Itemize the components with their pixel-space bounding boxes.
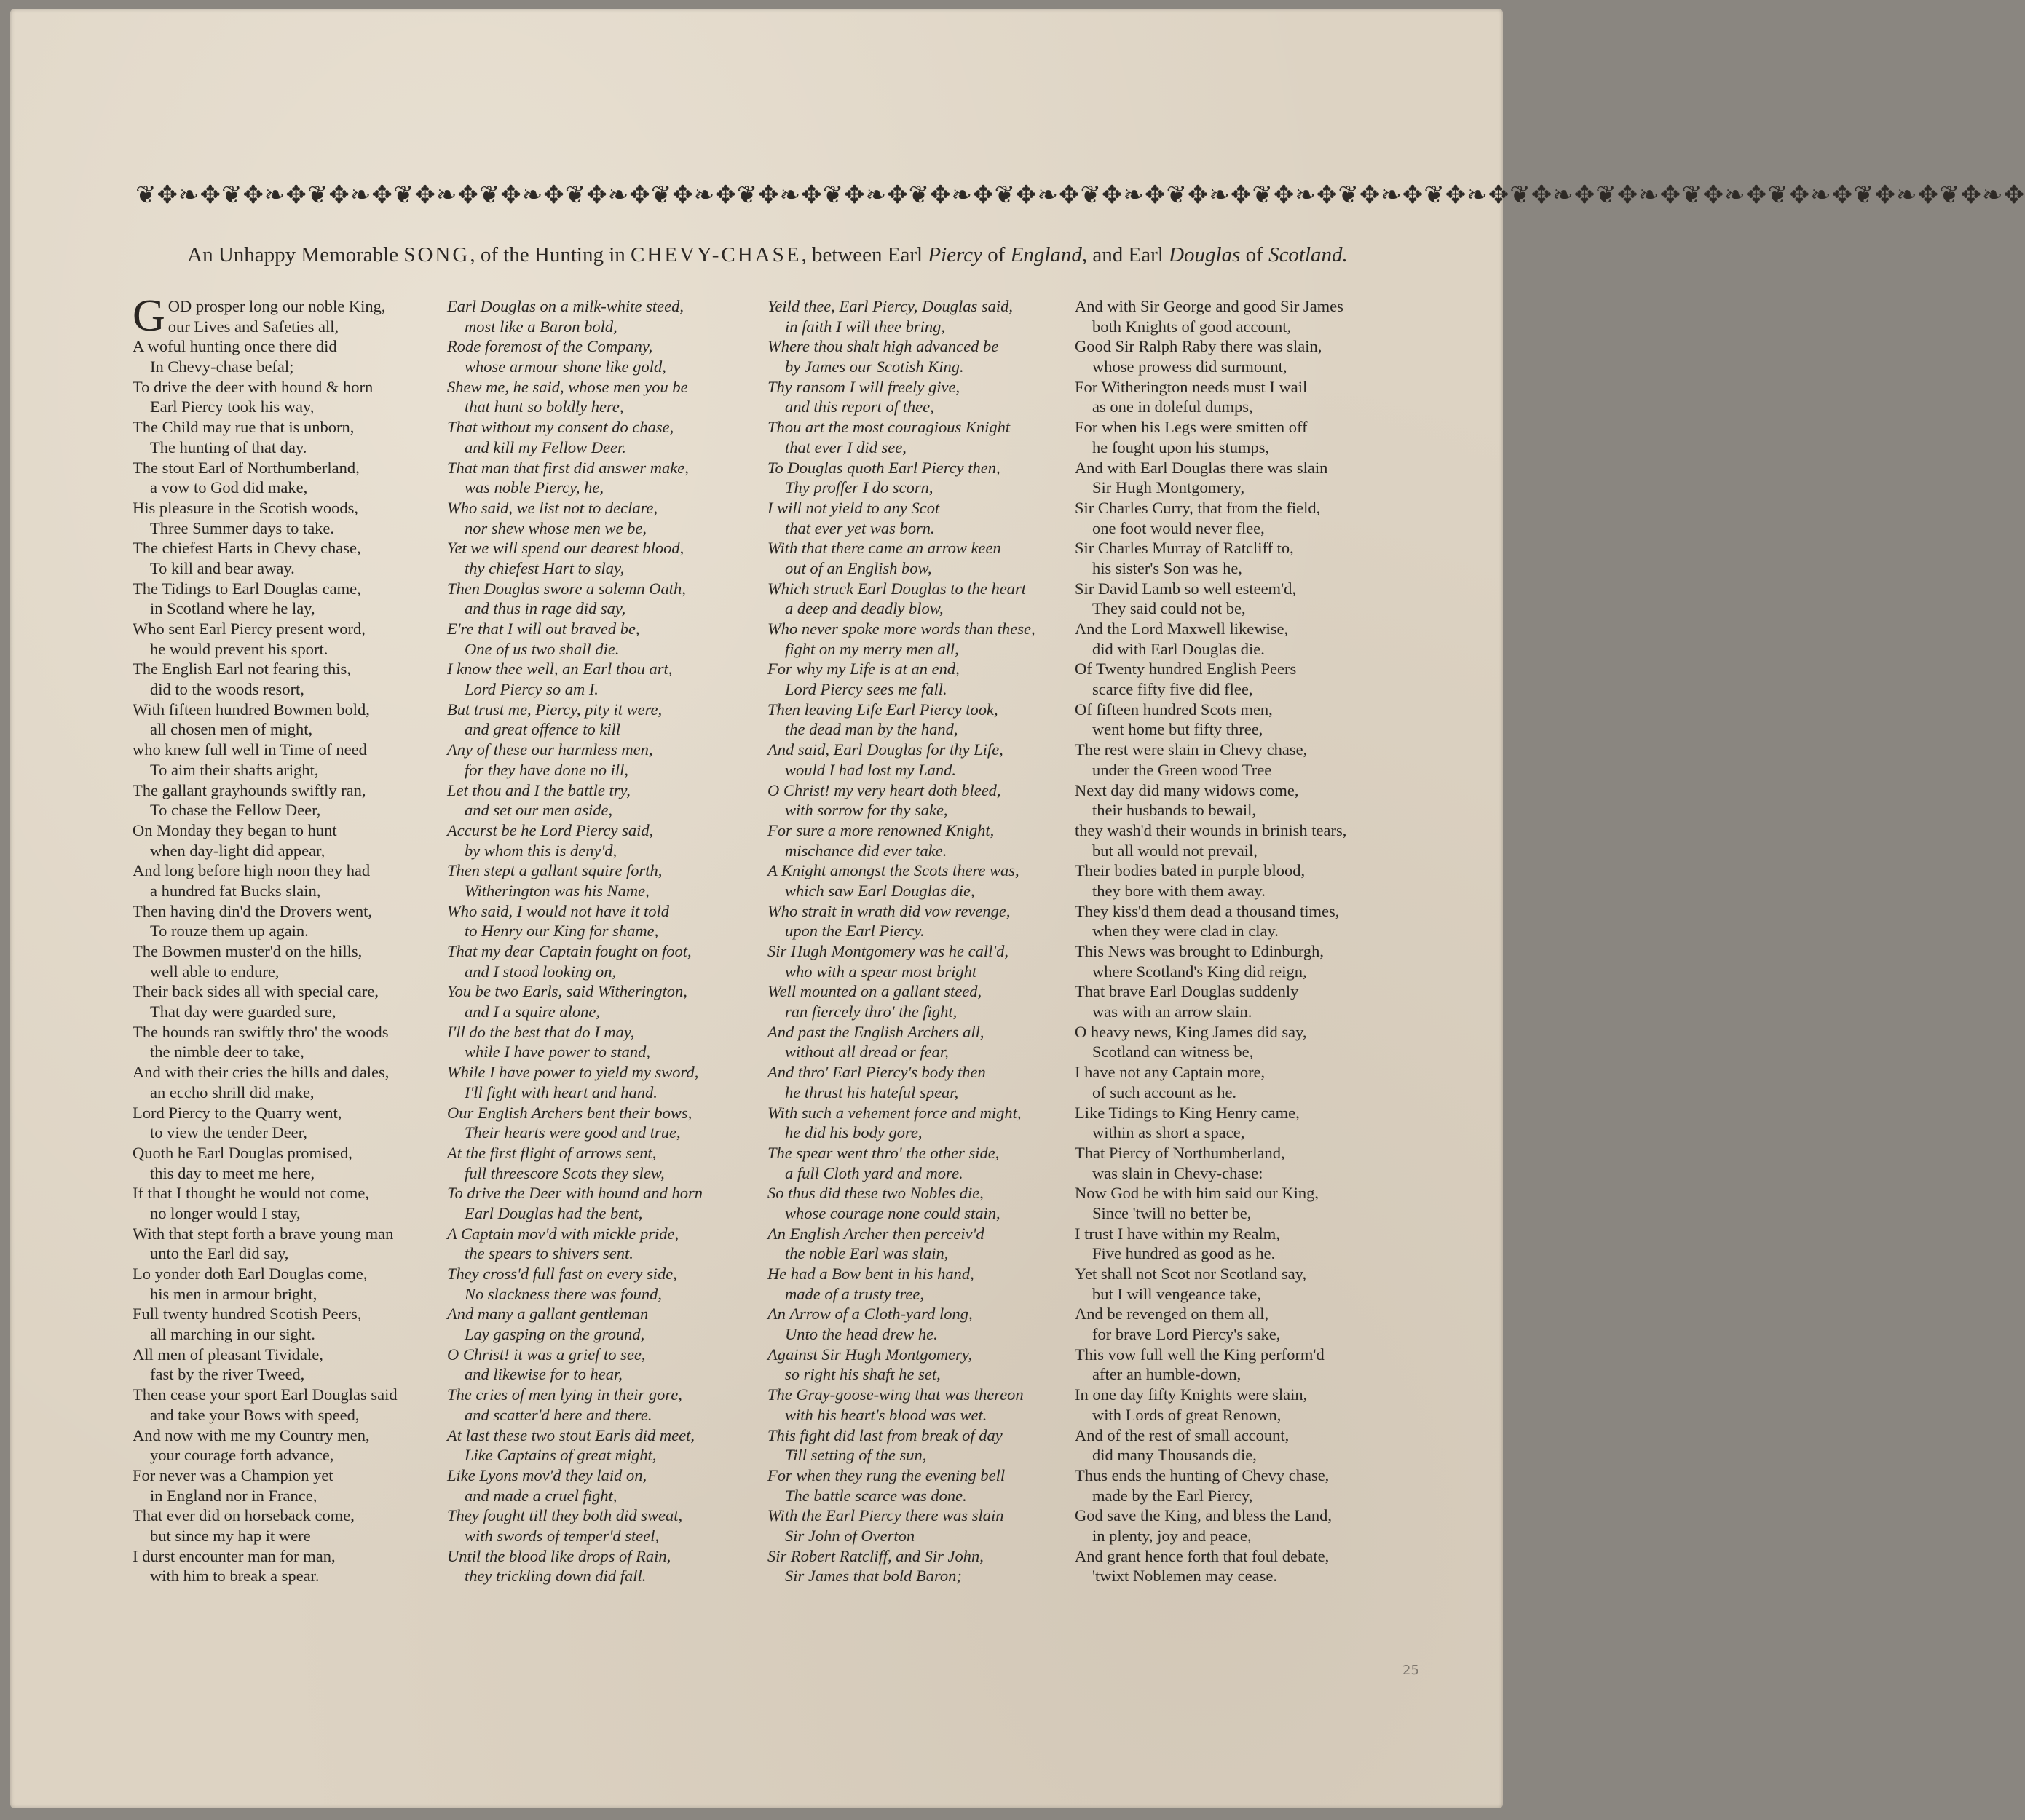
verse-line: scarce fifty five did flee, [1092, 680, 1253, 699]
verse-line: who knew full well in Time of need [133, 740, 367, 759]
verse-line: And many a gallant gentleman [447, 1305, 649, 1324]
verse-line: This vow full well the King perform'd [1075, 1345, 1325, 1364]
verse-line: And said, Earl Douglas for thy Life, [767, 740, 1003, 759]
verse-line: 'twixt Noblemen may cease. [1092, 1567, 1277, 1586]
verse-line: ran fiercely thro' the fight, [785, 1002, 958, 1021]
verse-line: within as short a space, [1092, 1123, 1245, 1142]
verse-line: when day-light did appear, [150, 841, 325, 860]
verse-line: They fought till they both did sweat, [447, 1506, 683, 1525]
verse-line: I'll fight with heart and hand. [465, 1083, 658, 1101]
verse-line: And with Sir George and good Sir James [1075, 297, 1343, 315]
verse-line: Their bodies bated in purple blood, [1075, 861, 1306, 880]
verse-line: For Witherington needs must I wail [1075, 377, 1308, 396]
verse-line: this day to meet me here, [150, 1163, 315, 1182]
verse-line: In one day fifty Knights were slain, [1075, 1385, 1308, 1404]
verse-line: While I have power to yield my sword, [447, 1063, 699, 1082]
verse-line: and set our men aside, [465, 801, 613, 820]
verse-line: To rouze them up again. [150, 922, 309, 941]
verse-line: Lo yonder doth Earl Douglas come, [133, 1265, 368, 1283]
verse-line: our Lives and Safeties all, [167, 317, 339, 336]
verse-line: so right his shaft he set, [785, 1365, 941, 1384]
verse-line: The battle scarce was done. [785, 1486, 967, 1505]
verse-line: they trickling down did fall. [465, 1567, 647, 1586]
verse-line: Which struck Earl Douglas to the heart [767, 579, 1026, 598]
verse-line: They said could not be, [1092, 599, 1246, 618]
verse-line: The hounds ran swiftly thro' the woods [133, 1022, 389, 1041]
verse-line: the noble Earl was slain, [785, 1244, 949, 1263]
verse-line: I have not any Captain more, [1075, 1063, 1266, 1082]
verse-line: for they have done no ill, [465, 760, 628, 779]
verse-line: The hunting of that day. [150, 438, 307, 456]
verse-line: Good Sir Ralph Raby there was slain, [1075, 337, 1322, 356]
verse-line: and I a squire alone, [465, 1002, 601, 1021]
verse-line: No slackness there was found, [465, 1284, 663, 1303]
verse-line: Thus ends the hunting of Chevy chase, [1075, 1465, 1330, 1484]
verse-line: fight on my merry men all, [785, 639, 959, 658]
verse-line: no longer would I stay, [150, 1203, 301, 1222]
verse-line: was noble Piercy, he, [465, 478, 604, 497]
verse-line: Of fifteen hundred Scots men, [1075, 700, 1273, 719]
verse-line: and scatter'd here and there. [465, 1405, 652, 1424]
verse-line: Sir Hugh Montgomery was he call'd, [767, 942, 1009, 960]
verse-line: an eccho shrill did make, [150, 1083, 315, 1101]
verse-line: and kill my Fellow Deer. [465, 438, 626, 456]
verse-line: Like Lyons mov'd they laid on, [447, 1465, 647, 1484]
verse-line: Against Sir Hugh Montgomery, [767, 1345, 973, 1364]
verse-line: did many Thousands die, [1092, 1446, 1257, 1465]
verse-line: All men of pleasant Tividale, [133, 1345, 323, 1364]
verse-line: with swords of temper'd steel, [465, 1526, 660, 1545]
verse-line: Lord Piercy sees me fall. [785, 680, 947, 699]
verse-line: made by the Earl Piercy, [1092, 1486, 1253, 1505]
verse-line: Any of these our harmless men, [447, 740, 653, 759]
verse-line: the nimble deer to take, [150, 1042, 304, 1061]
verse-line: The Bowmen muster'd on the hills, [133, 942, 363, 960]
verse-line: Sir James that bold Baron; [785, 1567, 962, 1586]
verse-line: which saw Earl Douglas die, [785, 881, 975, 900]
verse-line: they bore with them away. [1092, 881, 1266, 900]
verse-line: Then having din'd the Drovers went, [133, 901, 372, 920]
verse-line: A woful hunting once there did [133, 337, 337, 356]
verse-line: To chase the Fellow Deer, [150, 801, 321, 820]
verse-line: For when his Legs were smitten off [1075, 418, 1308, 437]
verse-line: Their back sides all with special care, [133, 982, 379, 1001]
verse-line: a vow to God did make, [150, 478, 308, 497]
verse-line: thy chiefest Hart to slay, [465, 558, 625, 577]
verse-line: A Captain mov'd with mickle pride, [447, 1224, 679, 1243]
verse-line: and thus in rage did say, [465, 599, 626, 618]
verse-line: Sir Robert Ratcliff, and Sir John, [767, 1546, 984, 1565]
verse-line: in plenty, joy and peace, [1092, 1526, 1252, 1545]
verse-line: On Monday they began to hunt [133, 820, 337, 839]
verse-line: Unto the head drew he. [785, 1325, 938, 1344]
verse-line: And be revenged on them all, [1075, 1305, 1269, 1324]
verse-line: upon the Earl Piercy. [785, 922, 925, 941]
verse-line: Well mounted on a gallant steed, [767, 982, 982, 1001]
verse-line: that ever I did see, [785, 438, 907, 456]
verse-line: Then leaving Life Earl Piercy took, [767, 700, 998, 719]
verse-line: the dead man by the hand, [785, 720, 958, 739]
verse-line: in faith I will thee bring, [785, 317, 945, 336]
verse-line: For sure a more renowned Knight, [767, 820, 995, 839]
verse-line: he thrust his hateful spear, [785, 1083, 959, 1101]
verse-line: but I will vengeance take, [1092, 1284, 1261, 1303]
verse-line: one foot would never flee, [1092, 518, 1265, 537]
verse-line: to view the tender Deer, [150, 1123, 307, 1142]
verse-line: That day were guarded sure, [150, 1002, 336, 1021]
verse-line: Sir Charles Murray of Ratcliff to, [1075, 539, 1294, 558]
verse-line: would I had lost my Land. [785, 760, 957, 779]
ornamental-border: ❦✥❧✥❦✥❧✥❦✥❧✥❦✥❧✥❦✥❧✥❦✥❧✥❦✥❧✥❦✥❧✥❦✥❧✥❦✥❧✥❦✥❧✥❦✥❧✥❦✥❧✥❦✥❧✥❦✥❧✥❦✥❧✥❦✥❧✥❦✥❧✥❦✥❧✥❦✥❧✥❦✥❧✥❦✥❧✥ [135, 181, 2025, 210]
verse-line: With the Earl Piercy there was slain [767, 1506, 1004, 1525]
verse-line: Accurst be he Lord Piercy said, [447, 820, 654, 839]
verse-line: when they were clad in clay. [1092, 922, 1279, 941]
verse-line: I durst encounter man for man, [133, 1546, 336, 1565]
verse-line: Till setting of the sun, [785, 1446, 927, 1465]
verse-line: whose prowess did surmount, [1092, 357, 1287, 376]
verse-line: To kill and bear away. [150, 558, 295, 577]
verse-line: Five hundred as good as he. [1092, 1244, 1276, 1263]
verse-line: The Tidings to Earl Douglas came, [133, 579, 361, 598]
verse-line: Yet shall not Scot nor Scotland say, [1075, 1265, 1307, 1283]
verse-line: The spear went thro' the other side, [767, 1143, 1000, 1162]
verse-line: That Piercy of Northumberland, [1075, 1143, 1285, 1162]
verse-line: and this report of thee, [785, 397, 934, 416]
verse-line: unto the Earl did say, [150, 1244, 289, 1263]
verse-line: and likewise for to hear, [465, 1365, 623, 1384]
verse-line: nor shew whose men we be, [465, 518, 647, 537]
verse-line: Who strait in wrath did vow revenge, [767, 901, 1011, 920]
verse-line: out of an English bow, [785, 558, 932, 577]
verse-line: Lord Piercy so am I. [465, 680, 599, 699]
verse-line: O heavy news, King James did say, [1075, 1022, 1307, 1041]
verse-line: One of us two shall die. [465, 639, 620, 658]
verse-line: whose courage none could stain, [785, 1203, 1000, 1222]
verse-line: The cries of men lying in their gore, [447, 1385, 682, 1404]
verse-line: And thro' Earl Piercy's body then [767, 1063, 986, 1082]
verse-line: his sister's Son was he, [1092, 558, 1242, 577]
verse-line: Sir David Lamb so well esteem'd, [1075, 579, 1296, 598]
verse-line: In Chevy-chase befal; [150, 357, 294, 376]
verse-line: for brave Lord Piercy's sake, [1092, 1325, 1281, 1344]
verse-line: with him to break a spear. [150, 1567, 320, 1586]
verse-line: This News was brought to Edinburgh, [1075, 942, 1325, 960]
verse-line: To aim their shafts aright, [150, 760, 319, 779]
verse-line: fast by the river Tweed, [150, 1365, 305, 1384]
verse-line: where Scotland's King did reign, [1092, 962, 1307, 981]
verse-line: At last these two stout Earls did meet, [447, 1425, 695, 1444]
verse-column-1 [133, 291, 460, 1586]
verse-line: Rode foremost of the Company, [447, 337, 653, 356]
verse-line: but since my hap it were [150, 1526, 311, 1545]
verse-line: And the Lord Maxwell likewise, [1075, 620, 1289, 638]
verse-line: Yeild thee, Earl Piercy, Douglas said, [767, 297, 1014, 315]
verse-line: Earl Douglas had the bent, [465, 1203, 643, 1222]
verse-line: That man that first did answer make, [447, 458, 689, 477]
verse-line: Who sent Earl Piercy present word, [133, 620, 366, 638]
verse-line: And of the rest of small account, [1075, 1425, 1290, 1444]
verse-line: The gallant grayhounds swiftly ran, [133, 780, 366, 799]
verse-line: An English Archer then perceiv'd [767, 1224, 984, 1243]
verse-line: O Christ! my very heart doth bleed, [767, 780, 1001, 799]
verse-line: And grant hence forth that foul debate, [1075, 1546, 1330, 1565]
verse-line: Our English Archers bent their bows, [447, 1103, 692, 1122]
verse-line: all marching in our sight. [150, 1325, 315, 1344]
verse-line: Scotland can witness be, [1092, 1042, 1254, 1061]
verse-line: To drive the Deer with hound and horn [447, 1184, 703, 1203]
pencil-mark: 25 [1402, 1663, 1419, 1678]
verse-line: Thy ransom I will freely give, [767, 377, 960, 396]
verse-line: Let thou and I the battle try, [447, 780, 631, 799]
verse-line: For why my Life is at an end, [767, 660, 960, 678]
verse-line: They cross'd full fast on every side, [447, 1265, 677, 1283]
verse-line: The stout Earl of Northumberland, [133, 458, 360, 477]
verse-line: Then stept a gallant squire forth, [447, 861, 663, 880]
verse-line: Where thou shalt high advanced be [767, 337, 999, 356]
verse-line: Thy proffer I do scorn, [785, 478, 933, 497]
verse-line: and great offence to kill [465, 720, 621, 739]
verse-line: Who said, we list not to declare, [447, 498, 658, 517]
verse-line: with his heart's blood was wet. [785, 1405, 987, 1424]
verse-line: They kiss'd them dead a thousand times, [1075, 901, 1340, 920]
verse-line: I know thee well, an Earl thou art, [447, 660, 673, 678]
verse-line: Full twenty hundred Scotish Peers, [133, 1305, 362, 1324]
verse-line: Since 'twill no better be, [1092, 1203, 1252, 1222]
verse-line: Then Douglas swore a solemn Oath, [447, 579, 686, 598]
verse-line: Lord Piercy to the Quarry went, [133, 1103, 342, 1122]
verse-line: but all would not prevail, [1092, 841, 1258, 860]
verse-line: with Lords of great Renown, [1092, 1405, 1282, 1424]
verse-line: he would prevent his sport. [150, 639, 328, 658]
verse-line: he fought upon his stumps, [1092, 438, 1270, 456]
verse-line: And with Earl Douglas there was slain [1075, 458, 1328, 477]
verse-line: Their hearts were good and true, [465, 1123, 681, 1142]
verse-line: that hunt so boldly here, [465, 397, 624, 416]
verse-line: At the first flight of arrows sent, [447, 1143, 657, 1162]
verse-line: Three Summer days to take. [150, 518, 335, 537]
verse-line: a hundred fat Bucks slain, [150, 881, 321, 900]
verse-line: To drive the deer with hound & horn [133, 377, 374, 396]
verse-line: that ever yet was born. [785, 518, 935, 537]
verse-line: both Knights of good account, [1092, 317, 1292, 336]
verse-line: Sir Charles Curry, that from the field, [1075, 498, 1321, 517]
verse-line: full threescore Scots they slew, [465, 1163, 665, 1182]
verse-line: The English Earl not fearing this, [133, 660, 351, 678]
verse-line: Then cease your sport Earl Douglas said [133, 1385, 398, 1404]
verse-line: to Henry our King for shame, [465, 922, 659, 941]
verse-line: And past the English Archers all, [767, 1022, 984, 1041]
verse-line: Thou art the most couragious Knight [767, 418, 1011, 437]
verse-line: E're that I will out braved be, [447, 620, 640, 638]
broadside-sheet [10, 9, 2025, 1808]
verse-line: his men in armour bright, [150, 1284, 317, 1303]
verse-line: Now God be with him said our King, [1075, 1184, 1319, 1203]
verse-line: most like a Baron bold, [465, 317, 617, 336]
verse-line: after an humble-down, [1092, 1365, 1242, 1384]
verse-column-3 [767, 296, 1095, 1586]
verse-line: God save the King, and bless the Land, [1075, 1506, 1333, 1525]
verse-line: With fifteen hundred Bowmen bold, [133, 700, 370, 719]
verse-line: His pleasure in the Scotish woods, [133, 498, 358, 517]
verse-line: Quoth he Earl Douglas promised, [133, 1143, 352, 1162]
verse-line: For never was a Champion yet [133, 1465, 333, 1484]
verse-line: The chiefest Harts in Chevy chase, [133, 539, 361, 558]
verse-line: he did his body gore, [785, 1123, 923, 1142]
verse-line: With that there came an arrow keen [767, 539, 1001, 558]
verse-line: their husbands to bewail, [1092, 801, 1256, 820]
verse-line: by whom this is deny'd, [465, 841, 617, 860]
verse-line: The rest were slain in Chevy chase, [1075, 740, 1308, 759]
verse-line: Like Captains of great might, [465, 1446, 657, 1465]
verse-line: And now with me my Country men, [133, 1425, 370, 1444]
verse-line: That brave Earl Douglas suddenly [1075, 982, 1299, 1001]
verse-line: with sorrow for thy sake, [785, 801, 948, 820]
verse-line: Shew me, he said, whose men you be [447, 377, 688, 396]
verse-line: and I stood looking on, [465, 962, 617, 981]
verse-line: as one in doleful dumps, [1092, 397, 1253, 416]
verse-line: Witherington was his Name, [465, 881, 650, 900]
verse-line: in Scotland where he lay, [150, 599, 315, 618]
verse-line: A Knight amongst the Scots there was, [767, 861, 1019, 880]
verse-line: well able to endure, [150, 962, 280, 981]
verse-line: they wash'd their wounds in brinish tears, [1075, 820, 1347, 839]
verse-line: the spears to shivers sent. [465, 1244, 633, 1263]
verse-line: That without my consent do chase, [447, 418, 674, 437]
verse-line: a deep and deadly blow, [785, 599, 944, 618]
verse-line: mischance did ever take. [785, 841, 947, 860]
verse-line: This fight did last from break of day [767, 1425, 1003, 1444]
verse-line: I'll do the best that do I may, [447, 1022, 635, 1041]
verse-line: by James our Scotish King. [785, 357, 964, 376]
verse-line: To Douglas quoth Earl Piercy then, [767, 458, 1000, 477]
verse-line: Like Tidings to King Henry came, [1075, 1103, 1300, 1122]
verse-line: Earl Piercy took his way, [150, 397, 315, 416]
verse-line: was slain in Chevy-chase: [1092, 1163, 1263, 1182]
verse-line: a full Cloth yard and more. [785, 1163, 963, 1182]
verse-line: Sir Hugh Montgomery, [1092, 478, 1245, 497]
verse-line: who with a spear most bright [785, 962, 977, 981]
verse-line: Sir John of Overton [785, 1526, 915, 1545]
verse-line: The Child may rue that is unborn, [133, 418, 355, 437]
verse-line: Who said, I would not have it told [447, 901, 669, 920]
verse-line: You be two Earls, said Witherington, [447, 982, 687, 1001]
verse-column-2 [447, 296, 775, 1586]
verse-line: Of Twenty hundred English Peers [1075, 660, 1297, 678]
verse-line: For when they rung the evening bell [767, 1465, 1006, 1484]
page-title: An Unhappy Memorable SONG, of the Hunting in CHEVY-CHASE, between Earl Piercy of England, and Earl Douglas of Scotland. [187, 243, 1348, 266]
verse-line: Until the blood like drops of Rain, [447, 1546, 671, 1565]
verse-line: With that stept forth a brave young man [133, 1224, 394, 1243]
verse-line: and made a cruel fight, [465, 1486, 617, 1505]
verse-line: of such account as he. [1092, 1083, 1237, 1101]
verse-line: in England nor in France, [150, 1486, 317, 1505]
verse-line: without all dread or fear, [785, 1042, 949, 1061]
verse-line: and take your Bows with speed, [150, 1405, 360, 1424]
verse-line: Yet we will spend our dearest blood, [447, 539, 684, 558]
verse-line: Who never spoke more words than these, [767, 620, 1035, 638]
verse-line: your courage forth advance, [150, 1446, 334, 1465]
verse-line: An Arrow of a Cloth-yard long, [767, 1305, 973, 1324]
verse-line: did with Earl Douglas die. [1092, 639, 1265, 658]
verse-line: did to the woods resort, [150, 680, 304, 699]
verse-line: OD prosper long our noble King, [167, 297, 386, 315]
verse-line: The Gray-goose-wing that was thereon [767, 1385, 1024, 1404]
verse-line: So thus did these two Nobles die, [767, 1184, 984, 1203]
verse-line: I trust I have within my Realm, [1075, 1224, 1280, 1243]
verse-line: And with their cries the hills and dales, [133, 1063, 390, 1082]
verse-line: And long before high noon they had [133, 861, 371, 880]
verse-line: went home but fifty three, [1092, 720, 1263, 739]
verse-line: all chosen men of might, [150, 720, 313, 739]
verse-line: whose armour shone like gold, [465, 357, 666, 376]
verse-line: Earl Douglas on a milk-white steed, [447, 297, 684, 315]
verse-line: while I have power to stand, [465, 1042, 650, 1061]
verse-line: was with an arrow slain. [1092, 1002, 1252, 1021]
verse-line: Next day did many widows come, [1075, 780, 1299, 799]
verse-line: He had a Bow bent in his hand, [767, 1265, 974, 1283]
drop-cap: G [133, 291, 165, 341]
verse-line: That my dear Captain fought on foot, [447, 942, 692, 960]
verse-line: With such a vehement force and might, [767, 1103, 1022, 1122]
verse-column-4 [1075, 296, 1402, 1586]
verse-line: Lay gasping on the ground, [465, 1325, 645, 1344]
verse-line: under the Green wood Tree [1092, 760, 1272, 779]
verse-line: made of a trusty tree, [785, 1284, 925, 1303]
verse-line: O Christ! it was a grief to see, [447, 1345, 646, 1364]
verse-line: If that I thought he would not come, [133, 1184, 369, 1203]
verse-line: I will not yield to any Scot [767, 498, 940, 517]
verse-line: But trust me, Piercy, pity it were, [447, 700, 663, 719]
verse-line: That ever did on horseback come, [133, 1506, 355, 1525]
